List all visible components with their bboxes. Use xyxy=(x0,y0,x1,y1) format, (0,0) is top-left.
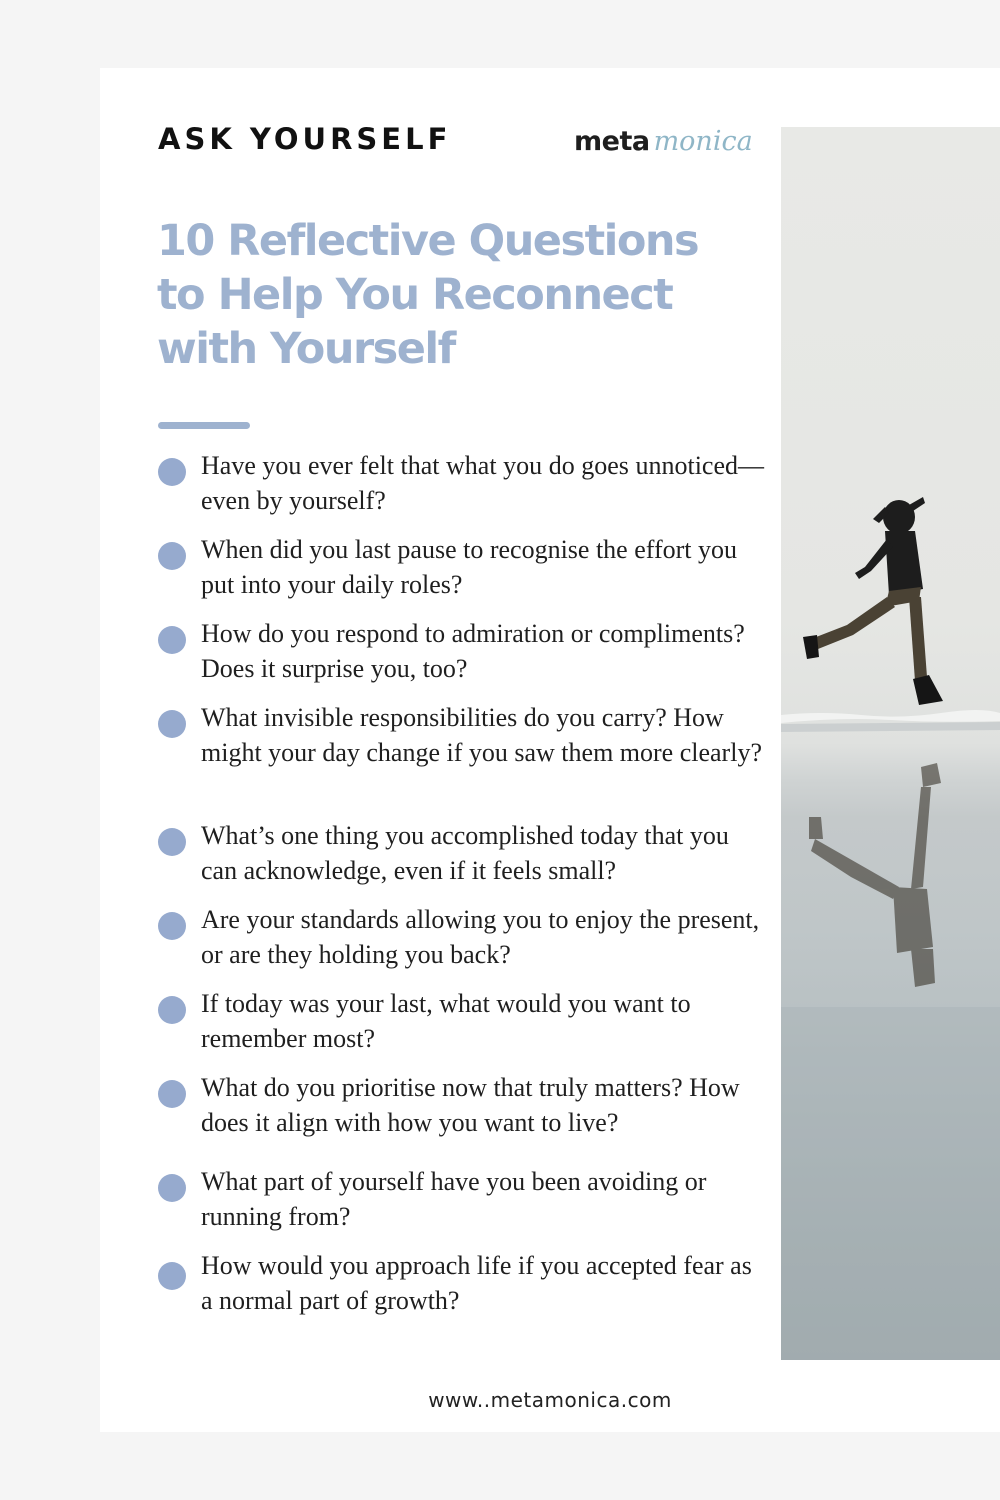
question-text: Are your standards allowing you to enjoy the present, or are they holding you back? xyxy=(201,905,760,969)
content-card xyxy=(100,68,1000,1432)
page-title xyxy=(157,214,777,376)
bullet-dot-icon xyxy=(158,626,186,654)
bullet-dot-icon xyxy=(158,458,186,486)
question-text: If today was your last, what would you want to remember most? xyxy=(201,989,691,1053)
question-text: Have you ever felt that what you do goes unnoticed—even by yourself? xyxy=(201,451,764,515)
bullet-dot-icon xyxy=(158,1080,186,1108)
title-line-2: to Help You Reconnect xyxy=(157,270,673,320)
bullet-dot-icon xyxy=(158,1262,186,1290)
bullet-dot-icon xyxy=(158,912,186,940)
bullet-dot-icon xyxy=(158,710,186,738)
question-text: What’s one thing you accomplished today that you can acknowledge, even if it feels small? xyxy=(201,821,729,885)
question-text: What part of yourself have you been avoiding or running from? xyxy=(201,1167,707,1231)
bullet-dot-icon xyxy=(158,1174,186,1202)
question-text: How do you respond to admiration or compliments? Does it surprise you, too? xyxy=(201,619,745,683)
question-text: How would you approach life if you accepted fear as a normal part of growth? xyxy=(201,1251,752,1315)
accent-divider xyxy=(158,422,250,429)
bullet-dot-icon xyxy=(158,996,186,1024)
logo-wordmark-monica: monica xyxy=(653,126,753,157)
bullet-dot-icon xyxy=(158,828,186,856)
website-url: www..metamonica.com xyxy=(428,1388,672,1412)
title-line-3: with Yourself xyxy=(157,324,455,374)
hero-photo xyxy=(781,127,1000,1360)
question-text: What invisible responsibilities do you carry? How might your day change if you saw them more clearly? xyxy=(201,703,762,767)
logo-wordmark-meta: meta xyxy=(574,126,650,157)
brand-logo xyxy=(574,126,753,157)
jumping-person-illustration xyxy=(781,127,1000,1360)
question-text: What do you prioritise now that truly matters? How does it align with how you want to live? xyxy=(201,1073,740,1137)
title-line-1: 10 Reflective Questions xyxy=(157,216,699,266)
question-text: When did you last pause to recognise the effort you put into your daily roles? xyxy=(201,535,737,599)
eyebrow-heading: ASK YOURSELF xyxy=(158,122,452,156)
bullet-dot-icon xyxy=(158,542,186,570)
